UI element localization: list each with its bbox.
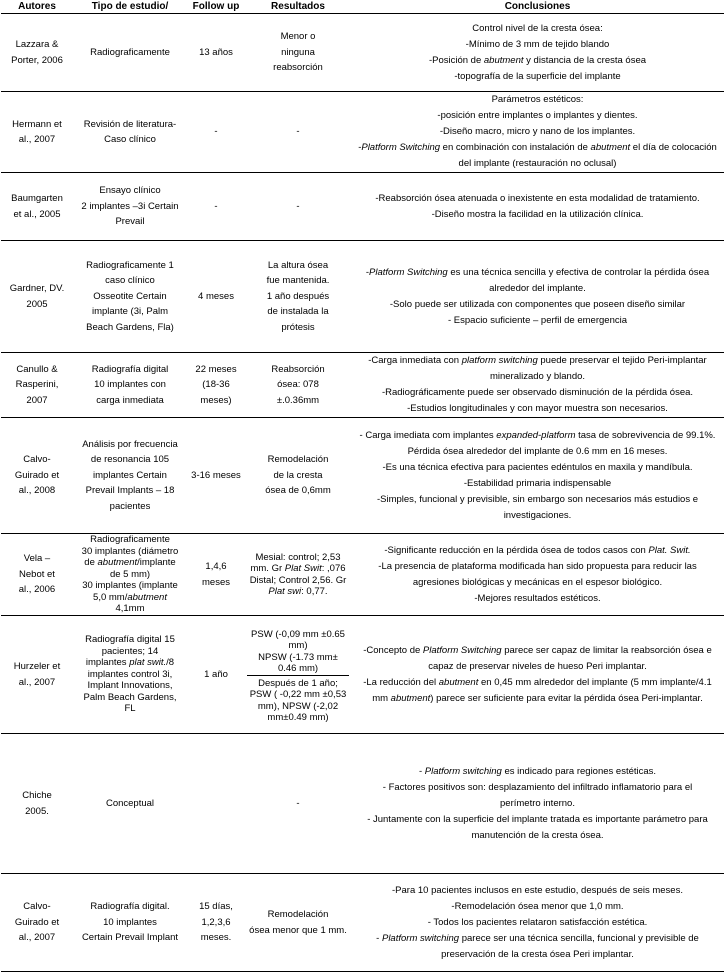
table-row <box>1 14 724 92</box>
table-row <box>1 874 724 972</box>
cell-autores <box>1 734 73 874</box>
cell-line: mineralizado y blando. <box>489 371 586 382</box>
cell-line: NPSW (-1.73 mm± <box>258 651 338 663</box>
cell-line: Gardner, DV. <box>9 283 65 294</box>
cell-line: -Mínimo de 3 mm de tejido blando <box>465 38 610 50</box>
cell-line: perímetro interno. <box>500 797 575 809</box>
cell-line: Control nivel de la cresta ósea: <box>472 22 603 34</box>
table-row <box>1 418 724 534</box>
cell-follow-up <box>187 353 245 418</box>
cell-line: -Posición de abutment y distancia de la cresta ósea <box>428 54 647 66</box>
cell-line: Rasperini, <box>15 379 59 391</box>
cell-conclusiones <box>351 734 724 874</box>
cell-line: Plat swi: 0,77. <box>268 586 328 597</box>
cell-line: de resonancia 105 <box>90 454 170 466</box>
cell-line: -Diseño macro, micro y nano de los implantes. <box>439 126 636 137</box>
cell-line: et al., 2005 <box>13 208 61 220</box>
cell-line: Hermann et <box>12 118 62 130</box>
cell-line: al., 2007 <box>18 932 56 944</box>
cell-line: PSW ( -0,22 mm ±0,53 <box>249 689 347 700</box>
cell-line: -Diseño mostra la facilidad en la utilización clínica. <box>431 208 644 220</box>
cell-resultados <box>245 616 351 734</box>
cell-line: Implant Innovations, <box>87 680 173 692</box>
cell-line: -Significante reducción en la pérdida ósea de todos casos con Plat. Swit. <box>384 544 691 556</box>
cell-line: 4 meses <box>198 290 234 302</box>
cell-line: -topografía de la superficie del implante <box>454 70 621 82</box>
cell-line: -Estudios longitudinales y con mayor muestra son necesarios. <box>407 403 668 414</box>
cell-autores <box>1 616 73 734</box>
cell-follow-up <box>187 616 245 734</box>
cell-line: -Platform Switching es una técnica sencilla y efectiva de controlar la pérdida ósea <box>365 266 710 278</box>
cell-resultados <box>245 534 351 616</box>
cell-line: Lazzara & <box>15 39 59 50</box>
cell-line: -Es una técnica efectiva para pacientes edéntulos en maxila y mandíbula. <box>382 461 693 473</box>
cell-line: Radiograficamente <box>90 46 170 58</box>
cell-resultados <box>245 14 351 92</box>
cell-conclusiones <box>351 353 724 418</box>
cell-line: Vela – <box>23 553 51 565</box>
cell-conclusiones <box>351 173 724 241</box>
cell-line: Conceptual <box>105 797 155 809</box>
header-row <box>1 0 724 14</box>
cell-line: del implante (restauración no oclusal) <box>458 158 617 169</box>
table-row <box>1 534 724 616</box>
cell-line: de abutment/implante <box>84 557 176 569</box>
cell-line: -Remodelación ósea menor que 1,0 mm. <box>451 900 624 912</box>
cell-line: implantes Certain <box>93 469 167 481</box>
cell-line: 10 implantes con <box>94 379 166 391</box>
cell-line: -Para 10 pacientes inclusos en este estudio, después de seis meses. <box>392 884 683 896</box>
cell-tipo-estudio <box>73 173 187 241</box>
cell-resultados <box>245 418 351 534</box>
cell-line: Prevail Implants – 18 <box>85 485 175 497</box>
cell-line: -La presencia de plataforma modificada han sido propuesta para reducir las <box>378 560 697 572</box>
cell-line: Radiografía digital <box>91 363 169 375</box>
cell-follow-up <box>187 874 245 972</box>
cell-line: caso clínico <box>105 275 155 287</box>
header-resultados: Resultados <box>245 0 351 14</box>
cell-line: - <box>214 200 218 212</box>
cell-line: Parámetros estéticos: <box>491 94 584 105</box>
cell-line: Calvo- <box>23 901 51 913</box>
cell-autores <box>1 418 73 534</box>
cell-line: al., 2006 <box>18 584 56 596</box>
cell-line: 15 días, <box>199 901 233 913</box>
cell-line: Canullo & <box>16 363 58 375</box>
cell-line: -La reducción del abutment en 0,45 mm alrededor del implante (5 mm implante/4.1 <box>363 676 712 688</box>
cell-line: - Carga imediata com implantes expanded-platform tasa de sobrevivencia de 99.1%. <box>359 429 716 441</box>
cell-tipo-estudio <box>73 92 187 173</box>
cell-line: Porter, 2006 <box>11 54 63 66</box>
cell-tipo-estudio <box>73 353 187 418</box>
cell-follow-up <box>187 14 245 92</box>
cell-autores <box>1 874 73 972</box>
cell-conclusiones <box>351 874 724 972</box>
cell-line: FL <box>124 703 136 715</box>
cell-conclusiones <box>351 14 724 92</box>
cell-line: -Platform Switching en combinación con instalación de abutment el día de colocación <box>358 142 717 153</box>
cell-line: Después de 1 año; <box>258 677 338 689</box>
cell-line: 5,0 mm/abutment <box>93 591 167 603</box>
cell-line: - Platform switching parece ser una técnica sencilla, funcional y previsible de <box>376 932 699 944</box>
cell-line: Palm Beach Gardens, <box>83 691 177 703</box>
header-tipo-estudio: Tipo de estudio/ <box>73 0 187 14</box>
cell-line: de instalada la <box>267 306 329 318</box>
cell-line: al., 2008 <box>18 485 56 497</box>
cell-autores <box>1 353 73 418</box>
cell-line: Baumgarten <box>11 193 63 204</box>
cell-line: Remodelación <box>267 909 329 920</box>
cell-line: 0.46 mm) <box>277 663 319 674</box>
cell-tipo-estudio <box>73 241 187 353</box>
cell-follow-up <box>187 173 245 241</box>
cell-line: 13 años <box>199 46 233 58</box>
table-row <box>1 616 724 734</box>
cell-line: mm. Gr Plat Swit: ,076 <box>250 563 346 574</box>
cell-line: Certain Prevail Implant <box>81 932 179 944</box>
cell-line: mm) <box>288 640 308 651</box>
cell-line: Beach Gardens, Fla) <box>86 321 174 333</box>
cell-line: al., 2007 <box>18 676 56 688</box>
cell-tipo-estudio <box>73 734 187 874</box>
cell-line: -posición entre implantes o implantes y dientes. <box>437 110 638 121</box>
cell-line: ósea de 0,6mm <box>265 485 331 497</box>
cell-line: implantes plat swit./8 <box>85 657 175 669</box>
cell-line: 22 meses <box>195 363 237 375</box>
cell-line: - Espacio suficiente – perfil de emergencia <box>447 314 627 326</box>
cell-resultados <box>245 734 351 874</box>
cell-line: Radiograficamente 1 <box>86 259 174 271</box>
cell-line: - <box>214 126 218 138</box>
cell-line: 30 implantes (diámetro <box>81 545 179 557</box>
cell-line: 1,2,3,6 <box>201 916 231 928</box>
cell-line: Radiografía digital. <box>90 901 170 913</box>
cell-line: - Todos los pacientes relataron satisfacción estética. <box>427 916 648 928</box>
cell-line: Radiografía digital 15 <box>85 634 175 646</box>
table-row <box>1 353 724 418</box>
cell-line: Caso clínico <box>104 134 156 145</box>
cell-line: Reabsorción <box>271 363 325 375</box>
cell-line: ninguna <box>281 46 315 58</box>
cell-line: 30 implantes (implante <box>82 580 178 592</box>
cell-line: reabsorción <box>273 62 323 74</box>
cell-conclusiones <box>351 616 724 734</box>
cell-line: Pérdida ósea alrededor del implante de 0.6 mm en 16 meses. <box>407 445 668 457</box>
cell-line: -Concepto de Platform Switching parece ser capaz de limitar la reabsorción ósea e <box>363 644 712 656</box>
cell-line: -Radiográficamente puede ser observado disminución de la pérdida ósea. <box>381 387 694 398</box>
cell-follow-up <box>187 534 245 616</box>
cell-autores <box>1 173 73 241</box>
cell-line: preservación de la cresta ósea Peri implantar. <box>441 948 634 960</box>
cell-tipo-estudio <box>73 874 187 972</box>
cell-line: de la cresta <box>273 469 323 481</box>
cell-conclusiones <box>351 534 724 616</box>
cell-line: Chiche <box>22 790 52 801</box>
cell-line: implante (3i, Palm <box>91 306 169 318</box>
cell-conclusiones <box>351 418 724 534</box>
cell-line: Distal; Control 2,56. Gr <box>249 574 347 586</box>
table-row <box>1 734 724 874</box>
cell-line: -Solo puede ser utilizada con componentes que poseen diseño similar <box>389 298 686 310</box>
cell-line: Guirado et <box>14 469 60 481</box>
cell-tipo-estudio <box>73 418 187 534</box>
cell-resultados <box>245 353 351 418</box>
cell-line: - Platform switching es indicado para regiones estéticas. <box>418 765 657 777</box>
header-follow-up: Follow up <box>187 0 245 14</box>
cell-tipo-estudio <box>73 534 187 616</box>
cell-line: mm abutment) parece ser suficiente para evitar la pérdida ósea Peri-implantar. <box>372 692 703 704</box>
cell-conclusiones <box>351 241 724 353</box>
cell-line: - <box>296 126 300 138</box>
cell-line: carga inmediata <box>96 394 164 406</box>
cell-line: Hurzeler et <box>13 661 61 672</box>
cell-line: Radiograficamente <box>90 534 170 546</box>
resultados-group-2 <box>247 678 349 724</box>
cell-line: ±.0.36mm <box>276 394 320 406</box>
cell-line: La altura ósea <box>267 259 329 271</box>
cell-line: meses) <box>200 394 232 406</box>
cell-autores <box>1 14 73 92</box>
studies-table <box>1 0 724 972</box>
cell-resultados <box>245 173 351 241</box>
cell-line: prótesis <box>281 321 315 333</box>
cell-line: agresiones biológicas y mecánicas en el espesor biológico. <box>412 576 663 588</box>
cell-line: ósea menor que 1 mm. <box>249 924 347 936</box>
cell-tipo-estudio <box>73 616 187 734</box>
cell-follow-up <box>187 241 245 353</box>
cell-line: -Mejores resultados estéticos. <box>474 592 601 604</box>
cell-line: pacientes; 14 <box>101 645 159 657</box>
cell-line: al., 2007 <box>18 134 56 145</box>
cell-line: 1 año <box>204 668 228 680</box>
cell-line: mm±0.49 mm) <box>267 712 329 723</box>
cell-line: PSW (-0,09 mm ±0.65 <box>251 628 345 640</box>
cell-line: ósea: 078 <box>277 379 319 391</box>
cell-line: (18-36 <box>202 379 230 391</box>
cell-resultados <box>245 92 351 173</box>
cell-line: implantes control 3i, <box>87 668 173 680</box>
cell-line: -Reabsorción ósea atenuada o inexistente en esta modalidad de tratamiento. <box>375 192 700 204</box>
cell-line: Menor o <box>280 31 316 43</box>
cell-autores <box>1 92 73 173</box>
cell-autores <box>1 241 73 353</box>
cell-line: - Juntamente con la superficie del implante tratada es importante parámetro para <box>367 813 708 825</box>
cell-line: 1 año después <box>266 290 330 302</box>
resultados-group-1 <box>247 629 349 676</box>
cell-line: 2005. <box>25 805 49 817</box>
cell-line: capaz de preservar niveles de hueso Peri implantar. <box>428 660 647 672</box>
header-conclusiones: Conclusiones <box>351 0 724 14</box>
cell-line: fue mantenida. <box>266 275 330 287</box>
cell-line: investigaciones. <box>503 509 572 521</box>
cell-conclusiones <box>351 92 724 173</box>
cell-line: Osseotite Certain <box>93 290 167 302</box>
cell-line: - <box>296 200 300 212</box>
cell-line: 1,4,6 <box>205 561 227 572</box>
cell-line: 4,1mm <box>115 603 145 615</box>
cell-line: 2005 <box>26 298 48 310</box>
cell-follow-up <box>187 418 245 534</box>
cell-line: Nebot et <box>19 568 55 580</box>
cell-line: - Factores positivos son: desplazamiento del infiltrado inflamatorio para el <box>382 781 693 793</box>
cell-follow-up <box>187 734 245 874</box>
cell-line: meses <box>202 576 230 588</box>
cell-line: -Estabilidad primaria indispensable <box>463 477 612 489</box>
cell-follow-up <box>187 92 245 173</box>
cell-line: 3-16 meses <box>191 469 241 481</box>
cell-line: de 5 mm) <box>109 568 151 580</box>
cell-line: 2 implantes –3i Certain <box>81 200 179 212</box>
cell-line: meses. <box>200 932 232 944</box>
cell-line: alrededor del implante. <box>489 282 586 294</box>
cell-resultados <box>245 241 351 353</box>
cell-line: Análisis por frecuencia <box>82 438 178 450</box>
cell-line: Prevail <box>115 216 145 228</box>
table-row <box>1 173 724 241</box>
cell-line: 10 implantes <box>103 916 157 928</box>
cell-resultados <box>245 874 351 972</box>
cell-line: Guirado et <box>14 916 60 928</box>
cell-line: Mesial: control; 2,53 <box>255 551 341 563</box>
table-row <box>1 241 724 353</box>
cell-autores <box>1 534 73 616</box>
cell-line: -Carga inmediata con platform switching puede preservar el tejido Peri-implantar <box>368 355 707 366</box>
cell-tipo-estudio <box>73 14 187 92</box>
table-row <box>1 92 724 173</box>
cell-line: mm), NPSW (-2,02 <box>257 700 339 712</box>
cell-line: Ensayo clínico <box>99 185 161 197</box>
cell-line: - <box>296 797 300 809</box>
cell-line: -Simples, funcional y previsible, sin embargo son necesarios más estudios e <box>376 493 699 505</box>
cell-line: Calvo- <box>23 454 51 466</box>
cell-line: pacientes <box>109 500 151 512</box>
cell-line: manutención de la cresta ósea. <box>471 829 604 841</box>
cell-line: 2007 <box>26 394 48 406</box>
cell-line: Remodelación <box>267 454 329 466</box>
cell-line: Revisión de literatura- <box>83 118 177 130</box>
header-autores: Autores <box>1 0 73 14</box>
